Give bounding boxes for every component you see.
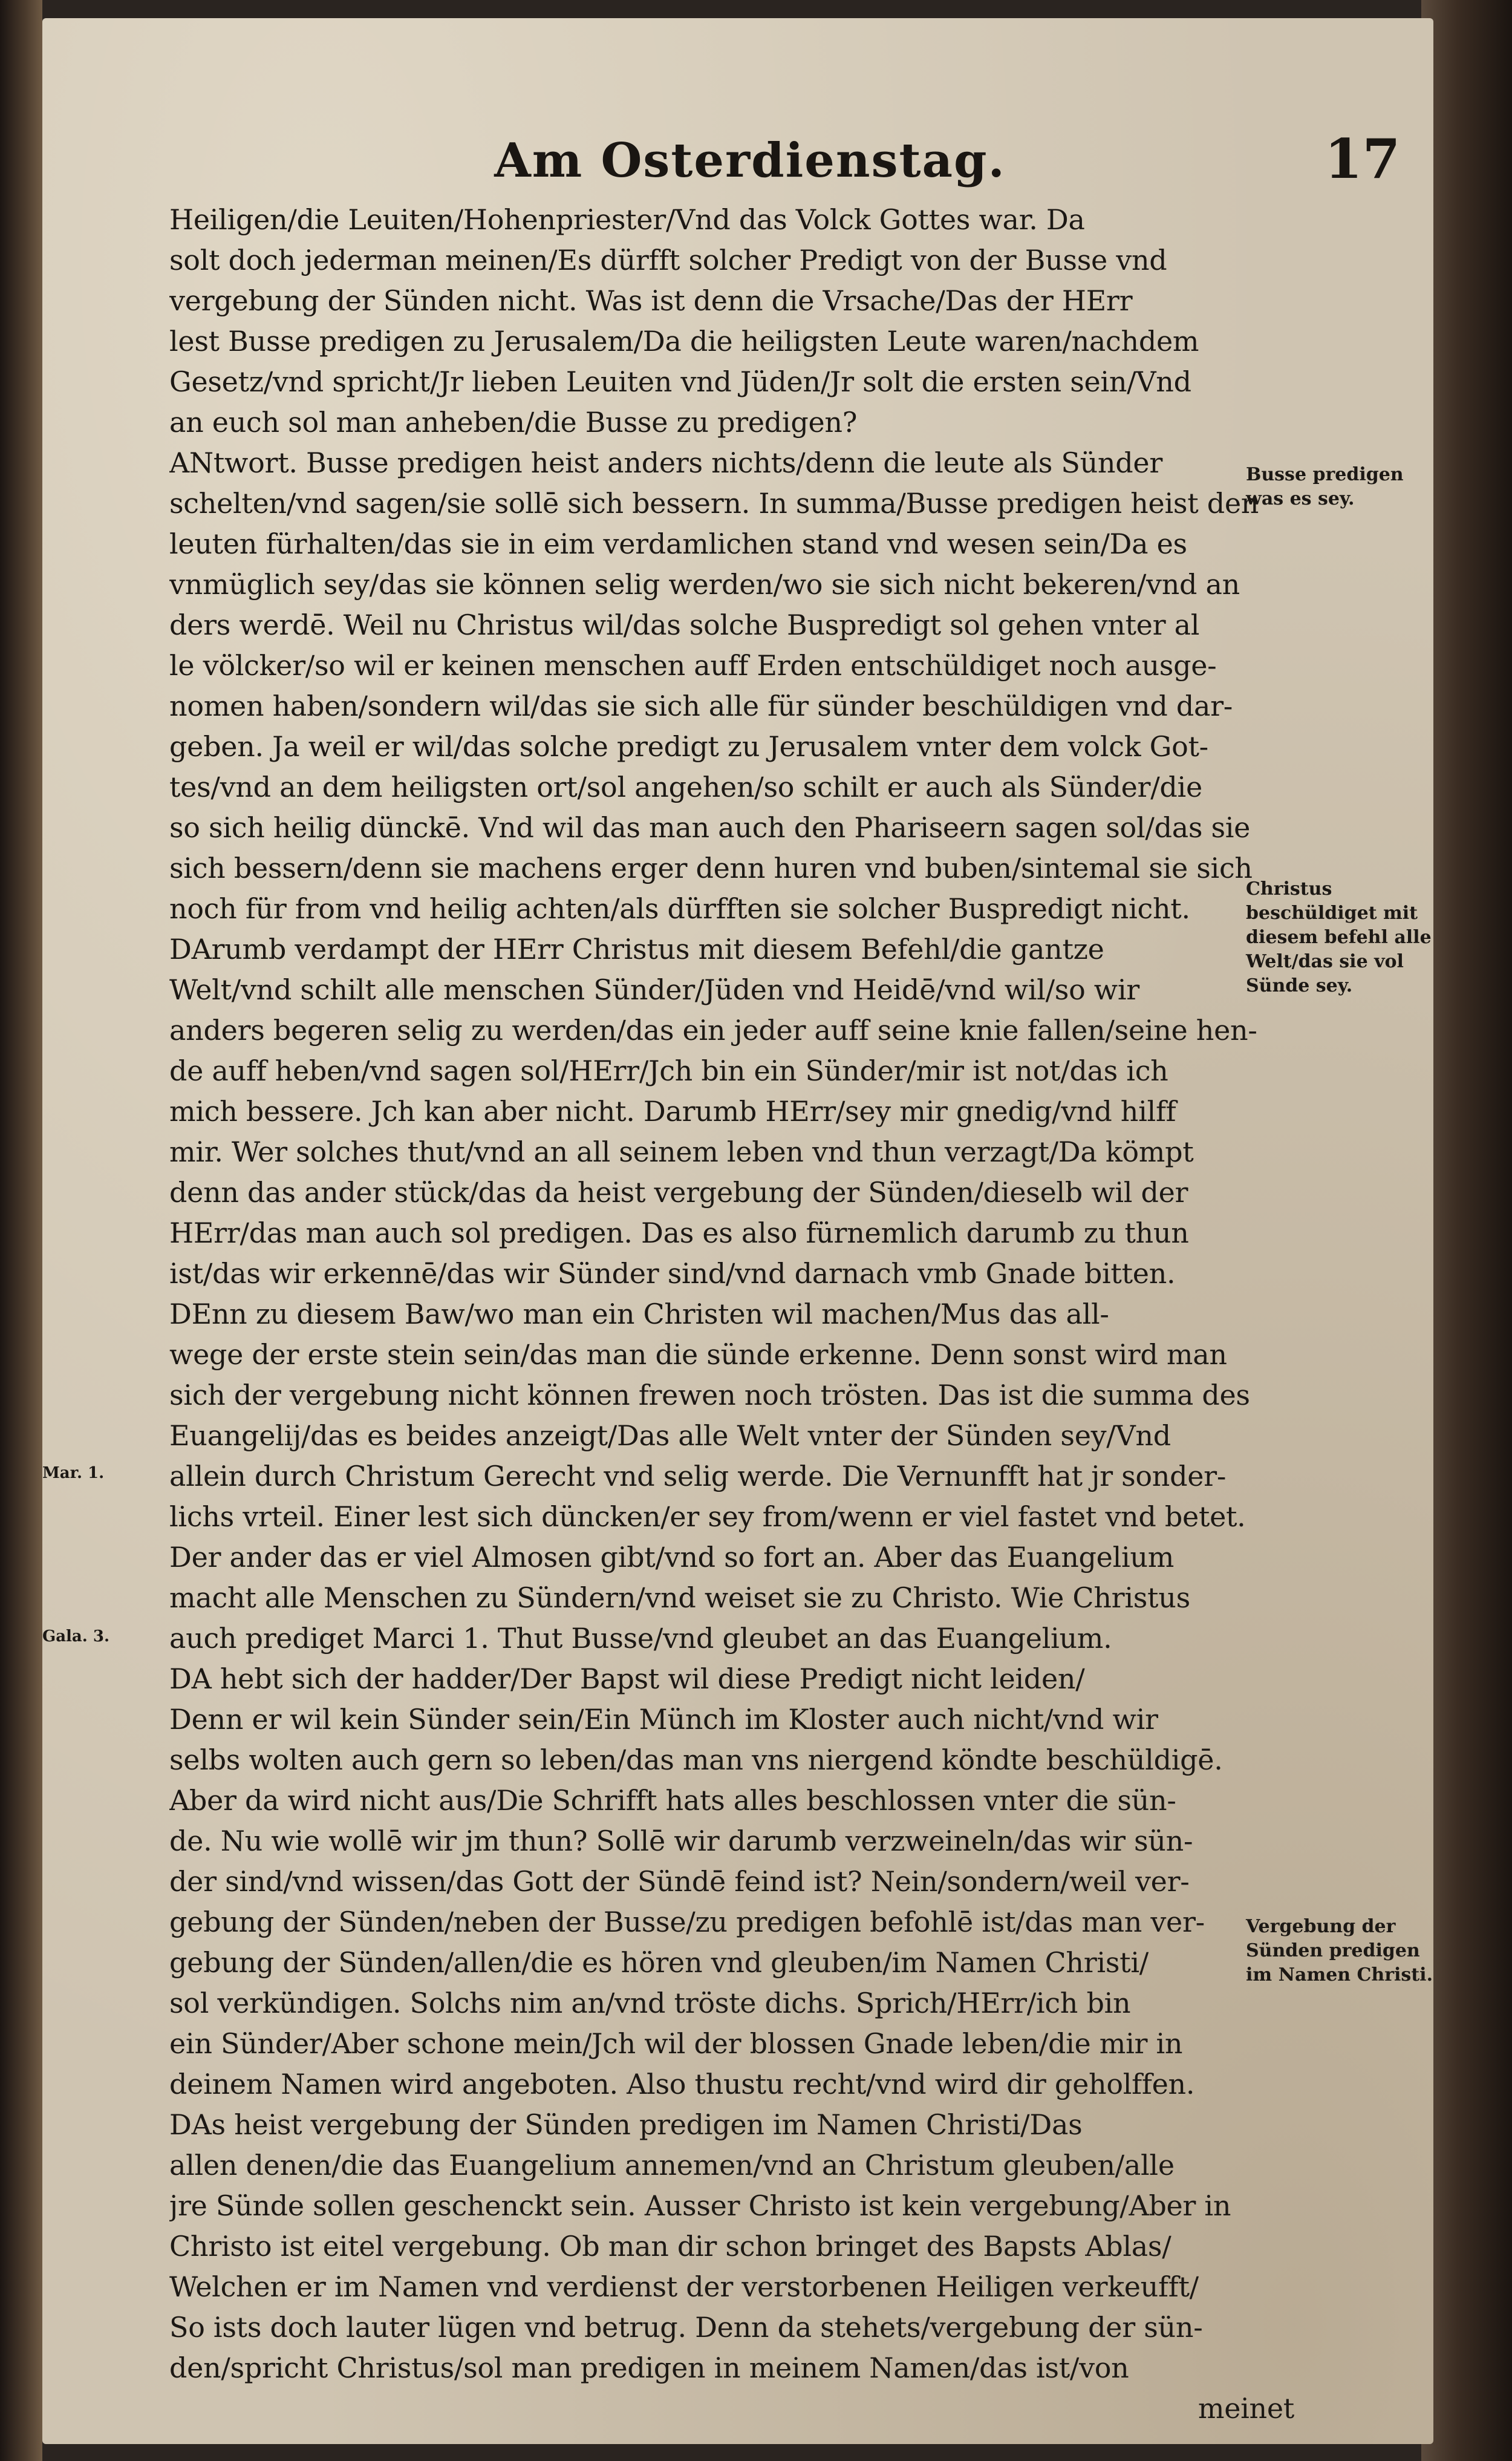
side-note: Christus beschüldiget mit diesem befehl alle Welt/das sie vol Sünde sey. bbox=[1246, 878, 1432, 996]
text-line: Der ander das er viel Almosen gibt/vnd so fort an. Aber das Euangelium bbox=[169, 1541, 1175, 1574]
text-line: nomen haben/sondern wil/das sie sich alle für sünder beschüldigen vnd dar- bbox=[169, 690, 1233, 722]
text-line: ist/das wir erkennē/das wir Sünder sind/vnd darnach vmb Gnade bitten. bbox=[169, 1257, 1176, 1290]
running-head: Am Osterdienstag. bbox=[494, 133, 1006, 188]
text-line: lichs vrteil. Einer lest sich düncken/er sey from/wenn er viel fastet vnd betet. bbox=[169, 1500, 1246, 1533]
text-line: anders begeren selig zu werden/das ein jeder auff seine knie fallen/seine hen- bbox=[169, 1014, 1257, 1047]
text-line: wege der erste stein sein/das man die sünde erkenne. Denn sonst wird man bbox=[169, 1338, 1227, 1371]
text-line: DEnn zu diesem Baw/wo man ein Christen wil machen/Mus das all- bbox=[169, 1298, 1109, 1330]
text-line: ANtwort. Busse predigen heist anders nichts/denn die leute als Sünder bbox=[169, 446, 1163, 479]
book-page bbox=[42, 18, 1433, 2444]
text-line: Welt/vnd schilt alle menschen Sünder/Jüden vnd Heidē/vnd wil/so wir bbox=[169, 973, 1139, 1006]
text-line: allein durch Christum Gerecht vnd selig werde. Die Vernunfft hat jr sonder- bbox=[169, 1460, 1227, 1492]
text-line: tes/vnd an dem heiligsten ort/sol angehen/so schilt er auch als Sünder/die bbox=[169, 771, 1202, 803]
text-line: le völcker/so wil er keinen menschen auff Erden entschüldiget noch ausge- bbox=[169, 649, 1217, 682]
text-line: DArumb verdampt der HErr Christus mit diesem Befehl/die gantze bbox=[169, 933, 1104, 966]
text-line: ders werdē. Weil nu Christus wil/das solche Buspredigt sol gehen vnter al bbox=[169, 609, 1200, 641]
text-line: der sind/vnd wissen/das Gott der Sündē feind ist? Nein/sondern/weil ver- bbox=[169, 1865, 1190, 1898]
text-line: So ists doch lauter lügen vnd betrug. Denn da stehets/vergebung der sün- bbox=[169, 2311, 1203, 2344]
text-line: solt doch jederman meinen/Es dürfft solcher Predigt von der Busse vnd bbox=[169, 244, 1167, 276]
text-line: gebung der Sünden/allen/die es hören vnd gleuben/im Namen Christi/ bbox=[169, 1946, 1149, 1979]
text-line: lest Busse predigen zu Jerusalem/Da die heiligsten Leute waren/nachdem bbox=[169, 325, 1199, 358]
text-line: noch für from vnd heilig achten/als dürfften sie solcher Buspredigt nicht. bbox=[169, 892, 1190, 925]
text-line: sich der vergebung nicht können frewen noch trösten. Das ist die summa des bbox=[169, 1379, 1250, 1411]
page-number: 17 bbox=[1325, 127, 1401, 191]
catchword: meinet bbox=[1198, 2392, 1294, 2425]
text-line: de auff heben/vnd sagen sol/HErr/Jch bin ein Sünder/mir ist not/das ich bbox=[169, 1054, 1168, 1087]
text-line: geben. Ja weil er wil/das solche predigt zu Jerusalem vnter dem volck Got- bbox=[169, 730, 1208, 763]
text-line: Euangelij/das es beides anzeigt/Das alle Welt vnter der Sünden sey/Vnd bbox=[169, 1419, 1171, 1452]
text-line: gebung der Sünden/neben der Busse/zu predigen befohlē ist/das man ver- bbox=[169, 1906, 1205, 1938]
text-line: schelten/vnd sagen/sie sollē sich bessern. In summa/Busse predigen heist den bbox=[169, 487, 1259, 520]
inner-note: Mar. 1. bbox=[42, 1464, 105, 1482]
book-page-edges bbox=[1421, 0, 1512, 2461]
text-line: macht alle Menschen zu Sündern/vnd weiset sie zu Christo. Wie Christus bbox=[169, 1581, 1190, 1614]
text-line: de. Nu wie wollē wir jm thun? Sollē wir darumb verzweineln/das wir sün- bbox=[169, 1825, 1193, 1857]
text-line: Heiligen/die Leuiten/Hohenpriester/Vnd das Volck Gottes war. Da bbox=[169, 203, 1085, 236]
text-line: Christo ist eitel vergebung. Ob man dir schon bringet des Bapsts Ablas/ bbox=[169, 2230, 1171, 2263]
text-line: Welchen er im Namen vnd verdienst der verstorbenen Heiligen verkeufft/ bbox=[169, 2270, 1199, 2303]
text-line: Gesetz/vnd spricht/Jr lieben Leuiten vnd Jüden/Jr solt die ersten sein/Vnd bbox=[169, 365, 1191, 398]
text-line: sich bessern/denn sie machens erger denn huren vnd buben/sintemal sie sich bbox=[169, 852, 1253, 884]
text-line: Denn er wil kein Sünder sein/Ein Münch im Kloster auch nicht/vnd wir bbox=[169, 1703, 1158, 1736]
text-line: jre Sünde sollen geschenckt sein. Ausser Christo ist kein vergebung/Aber in bbox=[169, 2189, 1231, 2222]
text-line: ein Sünder/Aber schone mein/Jch wil der blossen Gnade leben/die mir in bbox=[169, 2027, 1183, 2060]
text-line: mir. Wer solches thut/vnd an all seinem leben vnd thun verzagt/Da kömpt bbox=[169, 1136, 1194, 1168]
text-line: an euch sol man anheben/die Busse zu predigen? bbox=[169, 406, 858, 439]
main-text-block bbox=[169, 200, 1300, 2429]
text-line: vergebung der Sünden nicht. Was ist denn die Vrsache/Das der HErr bbox=[169, 284, 1133, 317]
book-gutter bbox=[0, 0, 42, 2461]
text-line: allen denen/die das Euangelium annemen/vnd an Christum gleuben/alle bbox=[169, 2149, 1175, 2182]
text-line: selbs wolten auch gern so leben/das man vns niergend köndte beschüldigē. bbox=[169, 1744, 1223, 1776]
text-line: HErr/das man auch sol predigen. Das es also fürnemlich darumb zu thun bbox=[169, 1217, 1189, 1249]
side-note: Busse predigen was es sey. bbox=[1246, 464, 1404, 509]
text-line: DAs heist vergebung der Sünden predigen im Namen Christi/Das bbox=[169, 2108, 1083, 2141]
text-line: so sich heilig dünckē. Vnd wil das man auch den Phariseern sagen sol/das sie bbox=[169, 811, 1251, 844]
text-line: DA hebt sich der hadder/Der Bapst wil diese Predigt nicht leiden/ bbox=[169, 1662, 1085, 1695]
text-line: mich bessere. Jch kan aber nicht. Darumb HErr/sey mir gnedig/vnd hilff bbox=[169, 1095, 1176, 1128]
side-note: Vergebung der Sünden predigen im Namen Christi. bbox=[1246, 1916, 1433, 1985]
inner-note: Gala. 3. bbox=[42, 1627, 110, 1646]
text-line: deinem Namen wird angeboten. Also thustu recht/vnd wird dir geholffen. bbox=[169, 2068, 1195, 2100]
text-line: denn das ander stück/das da heist vergebung der Sünden/dieselb wil der bbox=[169, 1176, 1188, 1209]
text-line: sol verkündigen. Solchs nim an/vnd tröste dichs. Sprich/HErr/ich bin bbox=[169, 1987, 1131, 2019]
text-line: leuten fürhalten/das sie in eim verdamlichen stand vnd wesen sein/Da es bbox=[169, 528, 1187, 560]
text-line: Aber da wird nicht aus/Die Schrifft hats alles beschlossen vnter die sün- bbox=[169, 1784, 1176, 1817]
text-line: den/spricht Christus/sol man predigen in meinem Namen/das ist/von bbox=[169, 2352, 1129, 2384]
text-line: vnmüglich sey/das sie können selig werden/wo sie sich nicht bekeren/vnd an bbox=[169, 568, 1240, 601]
text-line: auch prediget Marci 1. Thut Busse/vnd gleubet an das Euangelium. bbox=[169, 1622, 1112, 1655]
